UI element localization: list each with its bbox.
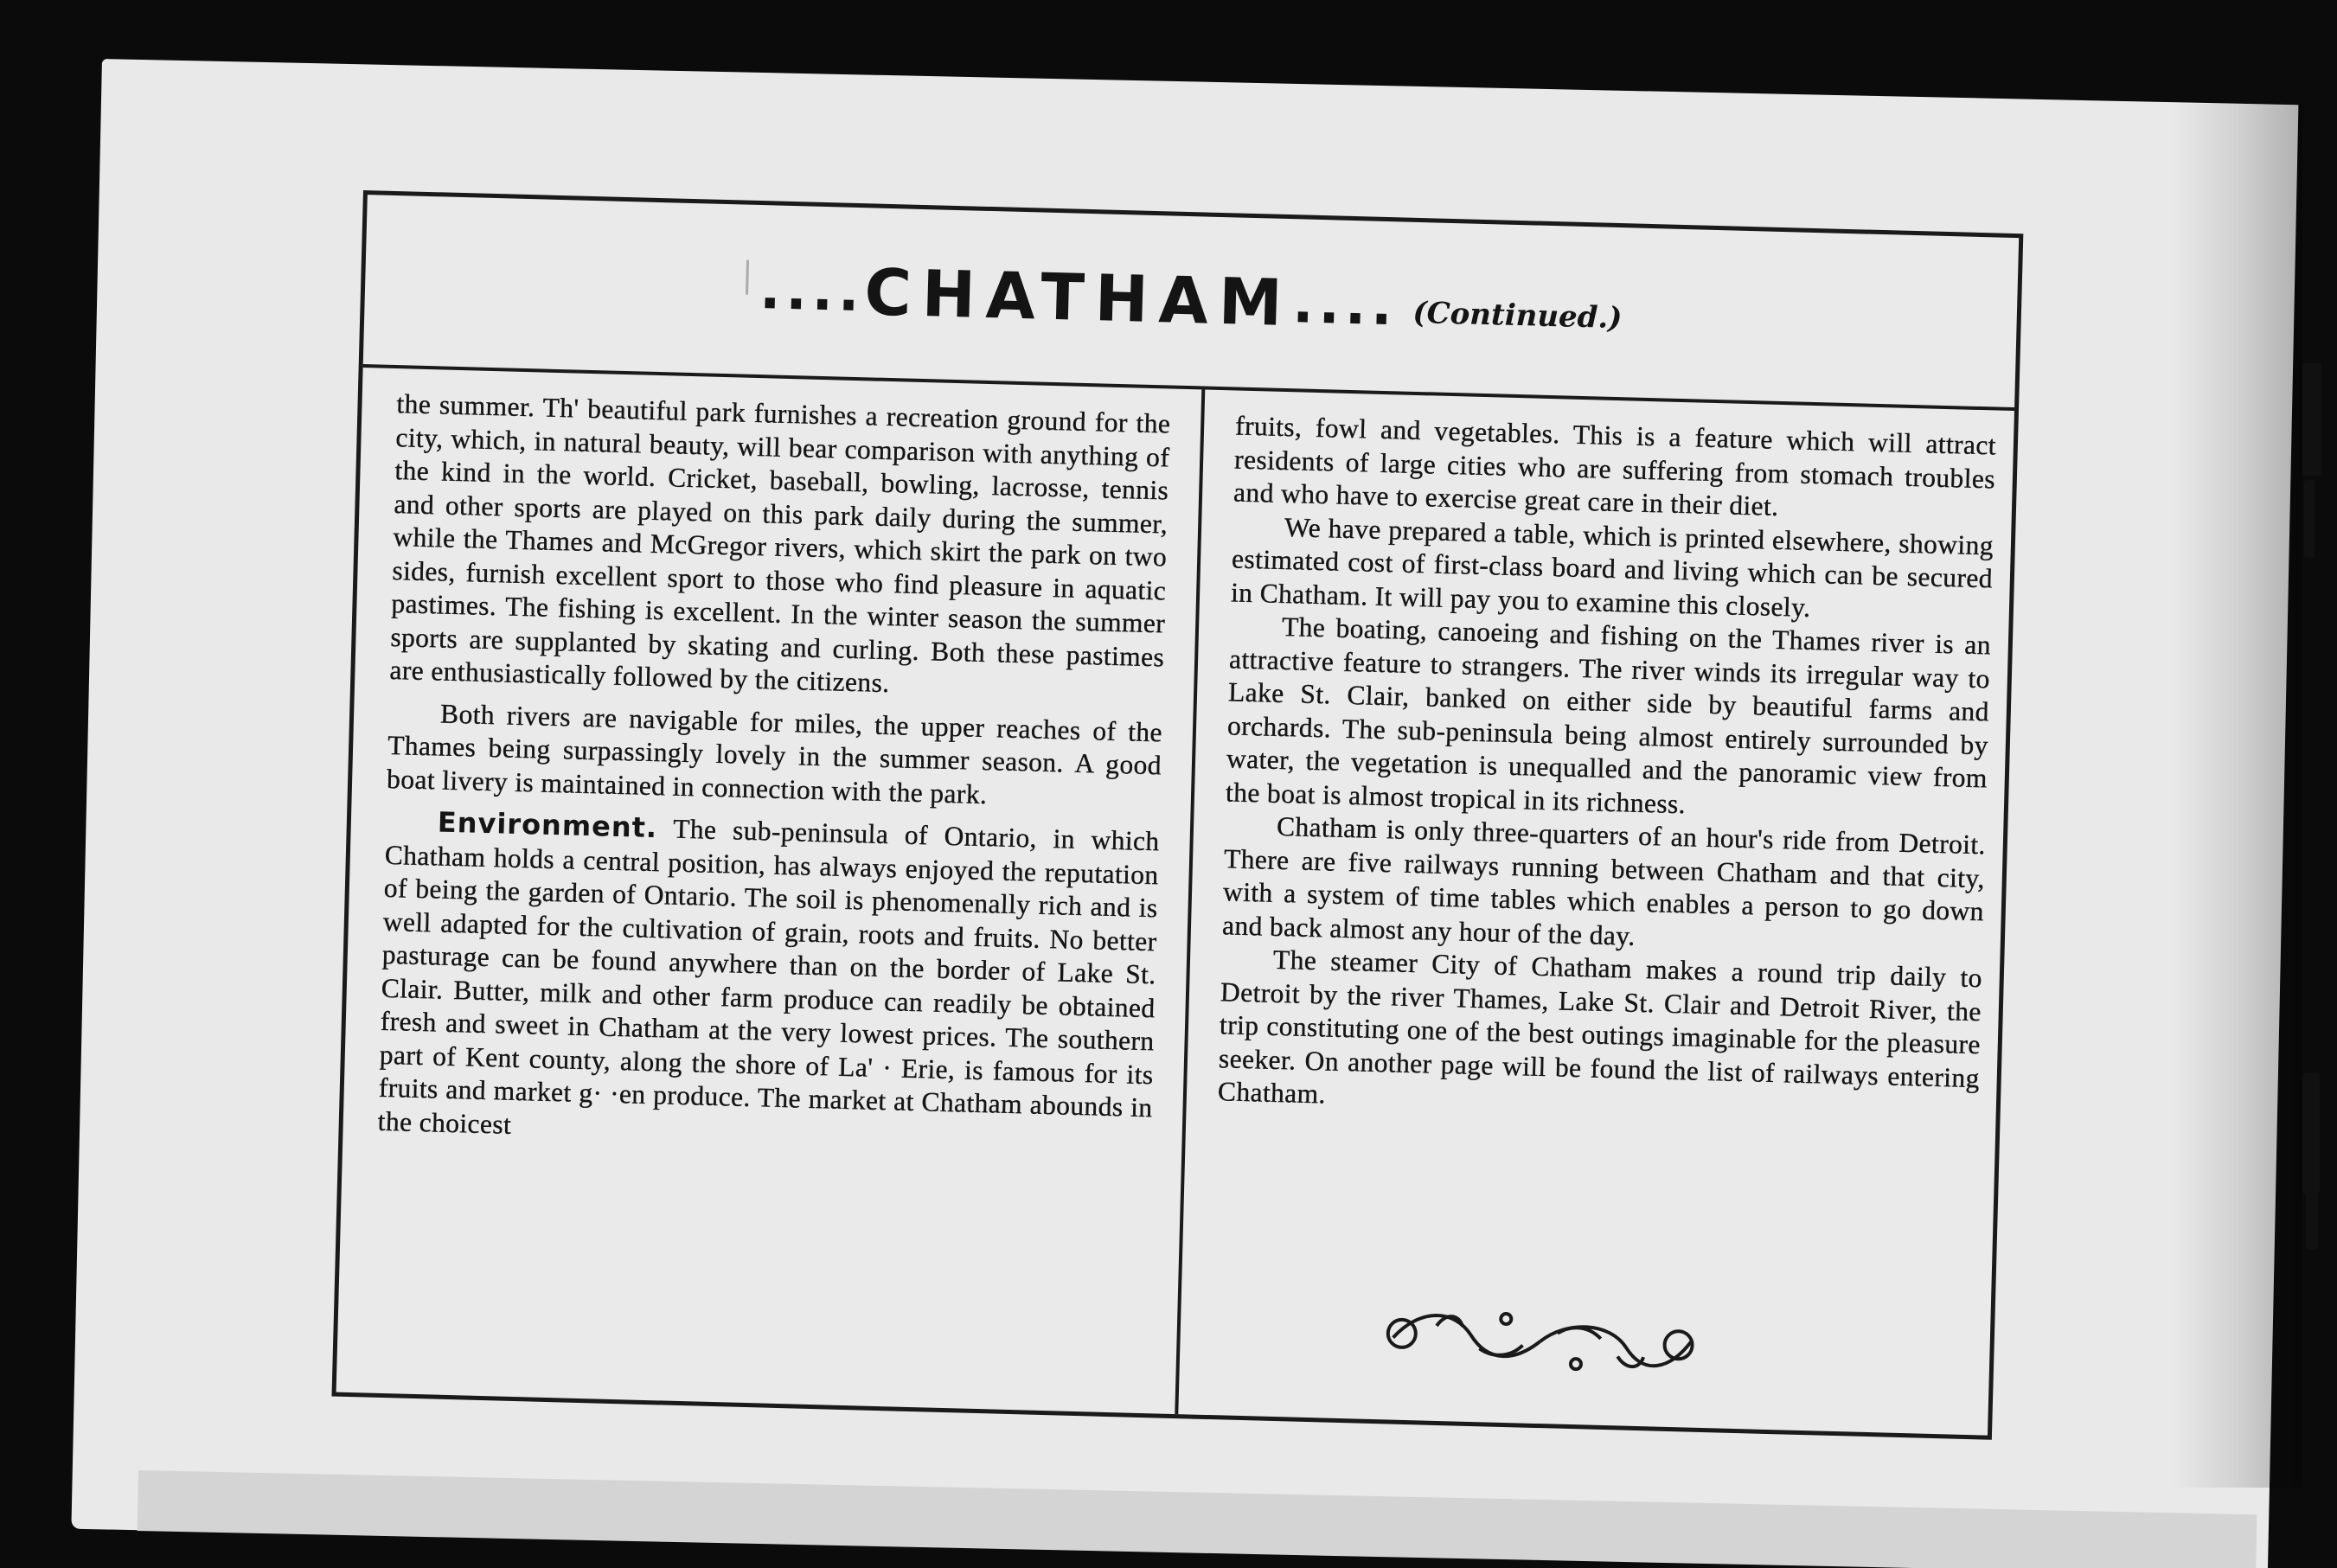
spine-shadow xyxy=(2173,104,2302,1488)
section-heading: Environment. xyxy=(437,805,658,845)
paragraph: Chatham is only three-quarters of an hour's ride from Detroit. There are five railways running between Chatham and that city, with a system of time tables which enables a person to go down and back almost any hour of the day. xyxy=(1221,810,1987,951)
print-speck xyxy=(746,260,749,295)
header-dots-right: .... xyxy=(1291,272,1399,339)
environment-paragraph xyxy=(377,804,1160,1158)
paragraph-text: The sub-peninsula of Ontario, in which Chatham holds a central position, has always enjoyed the reputation of being the garden of Ontario. The soil is phenomenally rich and is well adapted for the cultivation of grain, roots and fruits. No better pasturage can be found anywhere than on the border of Lake St. Clair. Butter, milk and other farm produce can readily be obtained fresh and sweet in Chatham at the very lowest prices. The southern part of Kent county, along the shore of La' · Erie, is famous for its fruits and market g· ·en produce. The market at Chatham abounds in the choicest xyxy=(377,813,1161,1140)
header-dots-left: .... xyxy=(759,258,866,325)
paragraph: the summer. Th' beautiful park furnishes a recreation ground for the city, which, in natural beauty, will bear comparison with anything of the kind in the world. Cricket, baseball, bowling, lacrosse, tennis and other sports are played on this park daily during the summer, while the Thames and McGregor rivers, which skirt the park on two sides, furnish excellent sport to those who find pleasure in aquatic pastimes. The fishing is excellent. In the winter season the summer sports are supplanted by skating and curling. Both these pastimes are enthusiastically followed by the citizens. xyxy=(389,388,1171,699)
binding-mark xyxy=(2304,480,2315,558)
page-title: CHATHAM xyxy=(863,255,1294,342)
binding-mark xyxy=(2302,363,2321,476)
paragraph: The steamer City of Chatham makes a round trip daily to Detroit by the river Thames, Lake St. Clair and Detroit River, the trip constituting one of the best outings imaginable for the pleasure seeker. On another page will be found the list of railways entering Chatham. xyxy=(1217,944,1983,1110)
column-divider xyxy=(1175,389,1205,1414)
paragraph: fruits, fowl and vegetables. This is a feature which will attract residents of large cities who are suffering from stomach troubles and who have to exercise great care in their diet. xyxy=(1233,410,1997,522)
paragraph: Both rivers are navigable for miles, the upper reaches of the Thames being surpassingly lovely in the summer season. A good boat livery is maintained in connection with the park. xyxy=(386,698,1163,810)
paragraph: The boating, canoeing and fishing on the Thames river is an attractive feature to strangers. The river winds its irregular way to Lake St. Clair, banked on either side by beautiful farms and orchards. The sub-peninsula being almost entirely surrounded by water, the vegetation is unequalled and the panoramic view from the boat is almost tropical in its richness. xyxy=(1225,611,1992,819)
floral-ornament-icon xyxy=(1375,1298,1706,1385)
article-body xyxy=(336,368,2014,1436)
continued-label: (Continued.) xyxy=(1412,295,1623,336)
binding-mark xyxy=(2302,1072,2320,1194)
right-column xyxy=(1218,409,1997,1128)
article-frame xyxy=(331,190,2023,1440)
paragraph: We have prepared a table, which is printed elsewhere, showing estimated cost of first-class board and living which can be secured in Chatham. It will pay you to examine this closely. xyxy=(1230,511,1994,623)
left-column xyxy=(377,387,1170,1158)
binding-mark xyxy=(2306,1189,2318,1250)
